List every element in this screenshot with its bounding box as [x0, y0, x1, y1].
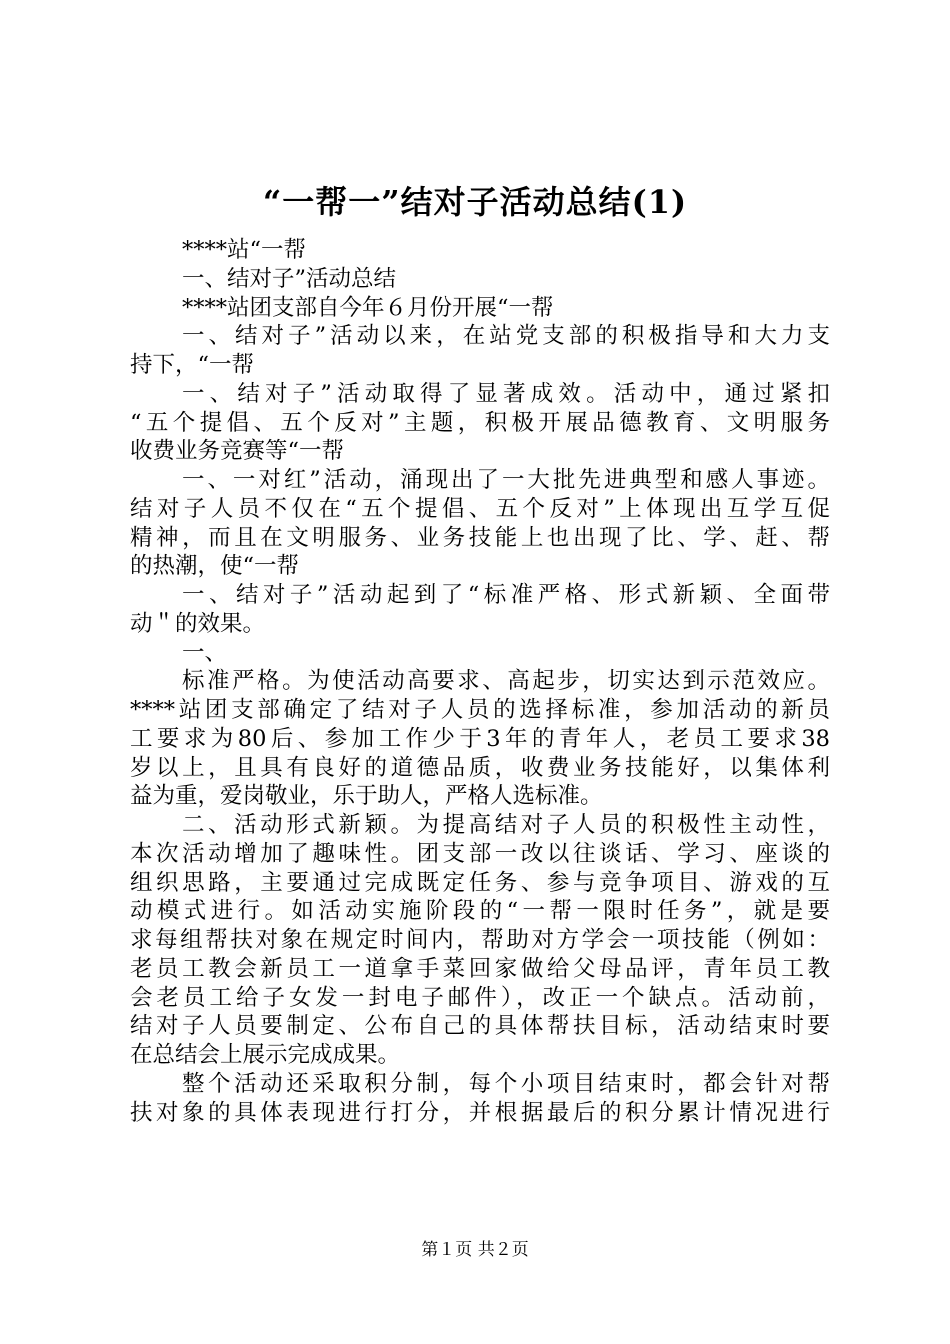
- text-line: 结对子人员不仅在“五个提倡、五个反对”上体现出互学互促: [130, 495, 830, 522]
- text-line: 动模式进行。如活动实施阶段的“一帮一限时任务”，就是要: [130, 898, 830, 925]
- text-line: 二、活动形式新颖。为提高结对子人员的积极性主动性，: [182, 812, 830, 838]
- text-line: 扶对象的具体表现进行打分，并根据最后的积分累计情况进行: [130, 1099, 830, 1126]
- text-line: 求每组帮扶对象在规定时间内，帮助对方学会一项技能（例如：: [130, 927, 830, 953]
- text-line: ****站团支部自今年６月份开展“一帮: [182, 294, 554, 321]
- text-line: ****站团支部确定了结对子人员的选择标准，参加活动的新员: [130, 697, 830, 723]
- text-line: 结对子人员要制定、公布自己的具体帮扶目标，活动结束时要: [130, 1013, 830, 1040]
- text-line: 工要求为80后、参加工作少于3年的青年人，老员工要求38: [130, 725, 830, 752]
- text-line: 一、结对子”活动总结: [182, 265, 397, 292]
- text-line: 一、结对子”活动起到了“标准严格、形式新颖、全面带: [182, 582, 830, 608]
- page-footer: 第１页 共２页: [421, 1240, 529, 1260]
- text-line: 老员工教会新员工一道拿手菜回家做给父母品评，青年员工教: [130, 955, 830, 982]
- text-line: 岁以上，且具有良好的道德品质，收费业务技能好，以集体利: [130, 754, 830, 781]
- text-line: 在总结会上展示完成成果。: [130, 1042, 401, 1068]
- document-body: [130, 236, 830, 1127]
- text-line: ****站“一帮: [182, 237, 307, 263]
- text-line: 组织思路，主要通过完成既定任务、参与竞争项目、游戏的互: [130, 869, 830, 896]
- text-line: 一、: [182, 639, 228, 666]
- text-line: 本次活动增加了趣味性。团支部一改以往谈话、学习、座谈的: [130, 840, 830, 867]
- text-line: 标准严格。为使活动高要求、高起步，切实达到示范效应。: [182, 668, 830, 695]
- text-line: “五个提倡、五个反对”主题，积极开展品德教育、文明服务: [130, 409, 830, 436]
- text-line: 益为重，爱岗敬业，乐于助人，严格人选标准。: [130, 783, 603, 810]
- text-line: 精神，而且在文明服务、业务技能上也出现了比、学、赶、帮: [130, 524, 830, 551]
- text-line: 收费业务竞赛等“一帮: [130, 438, 345, 465]
- text-line: 的热潮，使“一帮: [130, 553, 300, 580]
- text-line: 持下，“一帮: [130, 352, 255, 378]
- text-line: 一、结对子”活动取得了显著成效。活动中，通过紧扣: [182, 380, 830, 407]
- document-title: “一帮一”结对子活动总结(1): [262, 183, 688, 221]
- text-line: 会老员工给子女发一封电子邮件），改正一个缺点。活动前，: [130, 984, 830, 1011]
- text-line: 动＂的效果。: [130, 610, 266, 637]
- text-line: 一、一对红”活动，涌现出了一大批先进典型和感人事迹。: [182, 467, 830, 493]
- text-line: 整个活动还采取积分制，每个小项目结束时，都会针对帮: [182, 1070, 830, 1097]
- text-line: 一、结对子”活动以来，在站党支部的积极指导和大力支: [182, 323, 830, 350]
